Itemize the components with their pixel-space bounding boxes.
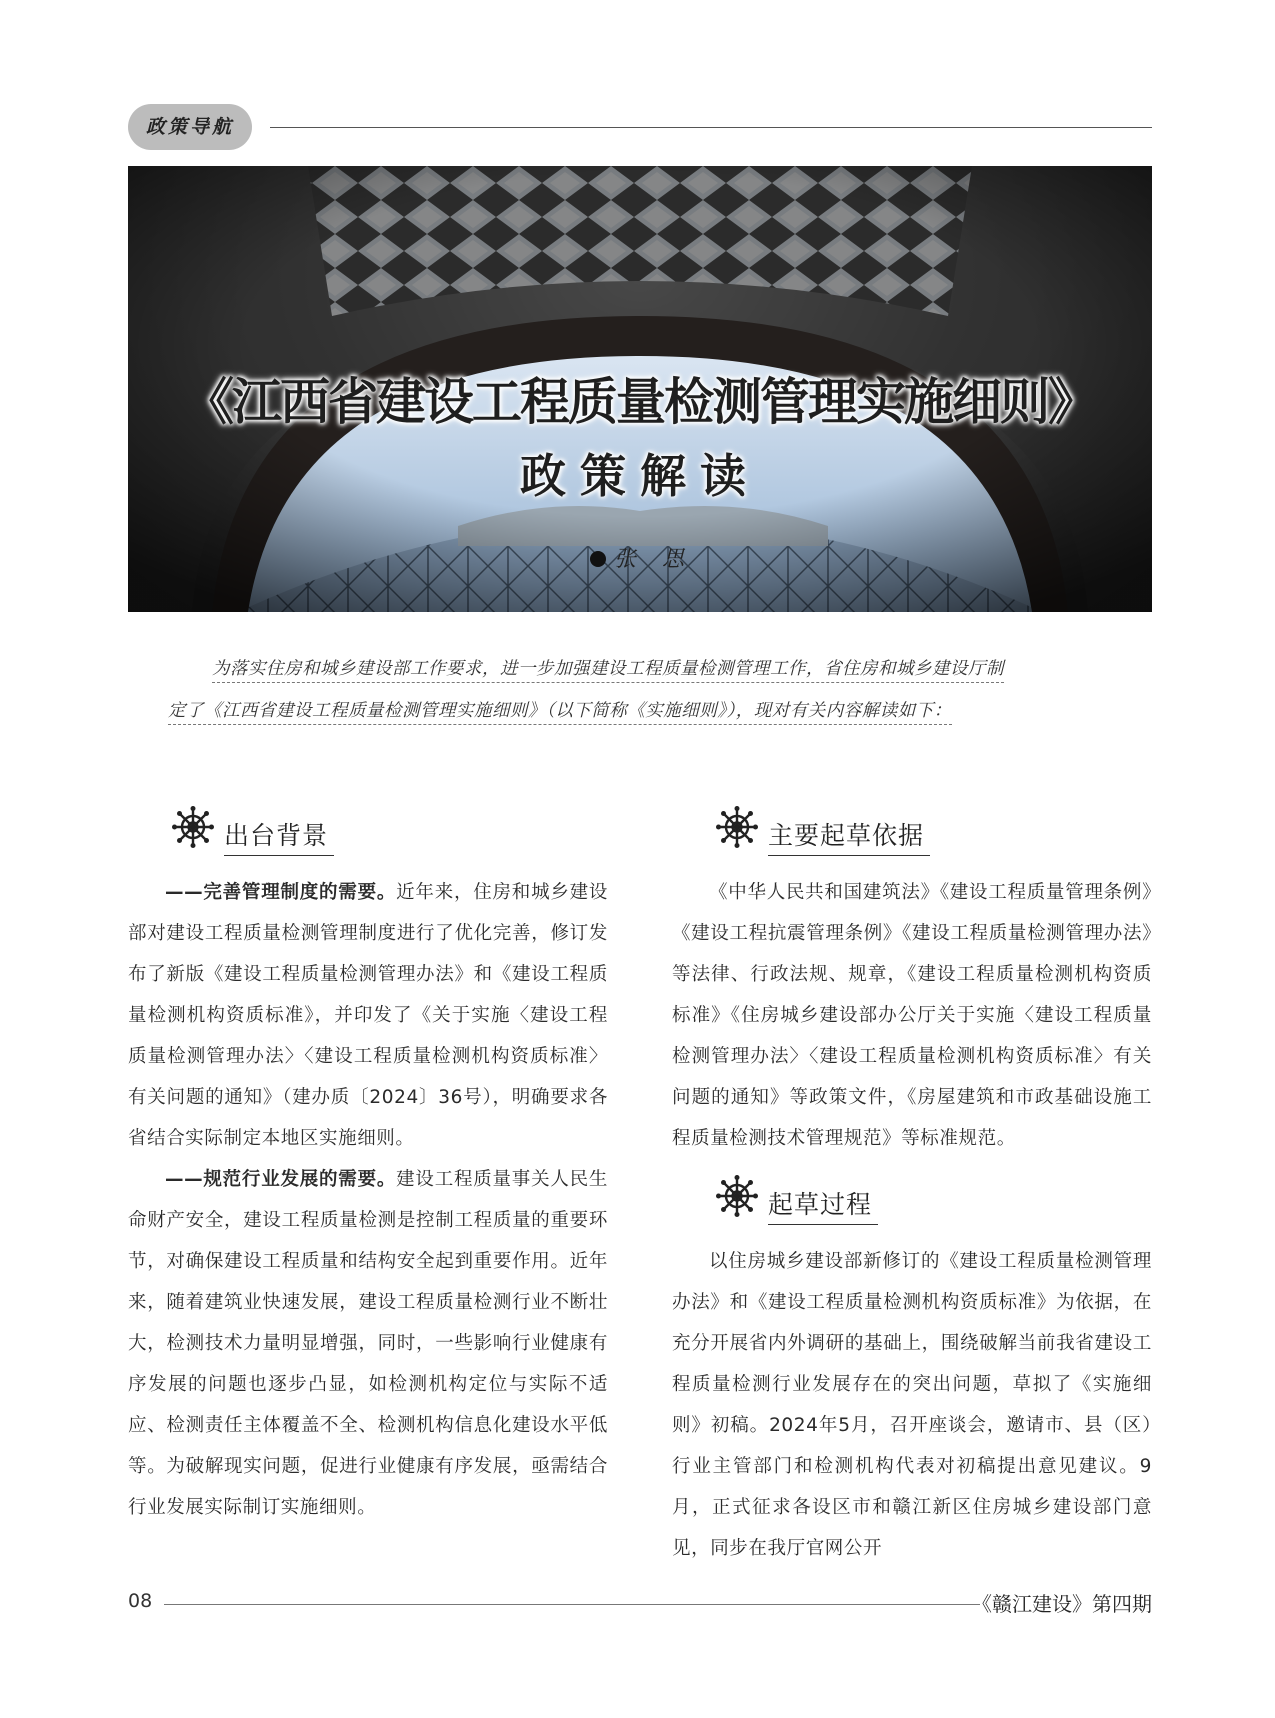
section-heading [128, 806, 608, 866]
header-rule [270, 127, 1152, 128]
ship-wheel-icon [172, 806, 214, 848]
paragraph-basis: 《中华人民共和国建筑法》《建设工程质量管理条例》《建设工程抗震管理条例》《建设工程质量检测管理办法》等法律、行政法规、规章，《建设工程质量检测机构资质标准》《住房城乡建设部办公厅关于实施〈建设工程质量检测管理办法〉〈建设工程质量检测机构资质标准〉有关问题的通知》等政策文件，《房屋建筑和市政基础设施工程质量检测技术管理规范》等标准规范。 [672, 882, 1152, 1149]
body-industry: 建设工程质量事关人民生命财产安全，建设工程质量检测是控制工程质量的重要环节，对确保建设工程质量和结构安全起到重要作用。近年来，随着建筑业快速发展，建设工程质量检测行业不断壮大，检测技术力量明显增强，同时，一些影响行业健康有序发展的问题也逐步凸显，如检测机构定位与实际不适应、检测责任主体覆盖不全、检测机构信息化建设水平低等。为破解现实问题，促进行业健康有序发展，亟需结合行业发展实际制订实施细则。 [128, 1169, 608, 1518]
heading-background: 出台背景 [224, 816, 334, 856]
ship-wheel-icon [716, 1175, 758, 1217]
hero-title: 《江西省建设工程质量检测管理实施细则》 [184, 372, 1096, 431]
bullet-dot-icon [590, 551, 606, 567]
hero-subtitle: 政策解读 [520, 449, 760, 503]
lead-industry: ——规范行业发展的需要。 [165, 1169, 397, 1190]
heading-basis: 主要起草依据 [768, 816, 930, 856]
paragraph-management [128, 872, 608, 1159]
author-byline [128, 542, 1152, 573]
journal-name: 《赣江建设》第四期 [972, 1592, 1152, 1616]
body-management: 近年来，住房和城乡建设部对建设工程质量检测管理制度进行了优化完善，修订发布了新版《建设工程质量检测管理办法》和《建设工程质量检测机构资质标准》，并印发了《关于实施〈建设工程质量检测管理办法〉〈建设工程质量检测机构资质标准〉有关问题的通知》（建办质〔2024〕36号），明确要求各省结合实际制定本地区实施细则。 [128, 882, 608, 1149]
author-family: 思 [662, 547, 691, 572]
intro-line-2: 定了《江西省建设工程质量检测管理实施细则》（以下简称《实施细则》），现对有关内容解读如下： [168, 701, 952, 725]
hero-banner [128, 166, 1152, 612]
paragraph-industry [128, 1159, 608, 1528]
left-column [128, 806, 608, 1528]
section-heading [672, 806, 1152, 866]
ship-wheel-icon [716, 806, 758, 848]
section-heading [672, 1175, 1152, 1235]
intro-line-1: 为落实住房和城乡建设部工作要求，进一步加强建设工程质量检测管理工作，省住房和城乡建设厅制 [212, 659, 1004, 683]
right-column [672, 806, 1152, 1569]
heading-process: 起草过程 [768, 1185, 878, 1225]
paragraph-process: 以住房城乡建设部新修订的《建设工程质量检测管理办法》和《建设工程质量检测机构资质标准》为依据，在充分开展省内外调研的基础上，围绕破解当前我省建设工程质量检测行业发展存在的突出问题，草拟了《实施细则》初稿。2024年5月，召开座谈会，邀请市、县（区）行业主管部门和检测机构代表对初稿提出意见建议。9月，正式征求各设区市和赣江新区住房城乡建设部门意见，同步在我厅官网公开 [672, 1251, 1152, 1559]
author-given: 张 [613, 547, 642, 572]
page-number: 08 [128, 1590, 153, 1612]
footer-rule [164, 1604, 980, 1605]
intro-abstract [168, 648, 1152, 732]
lead-management: ——完善管理制度的需要。 [165, 882, 397, 903]
section-label: 政策导航 [128, 104, 252, 150]
